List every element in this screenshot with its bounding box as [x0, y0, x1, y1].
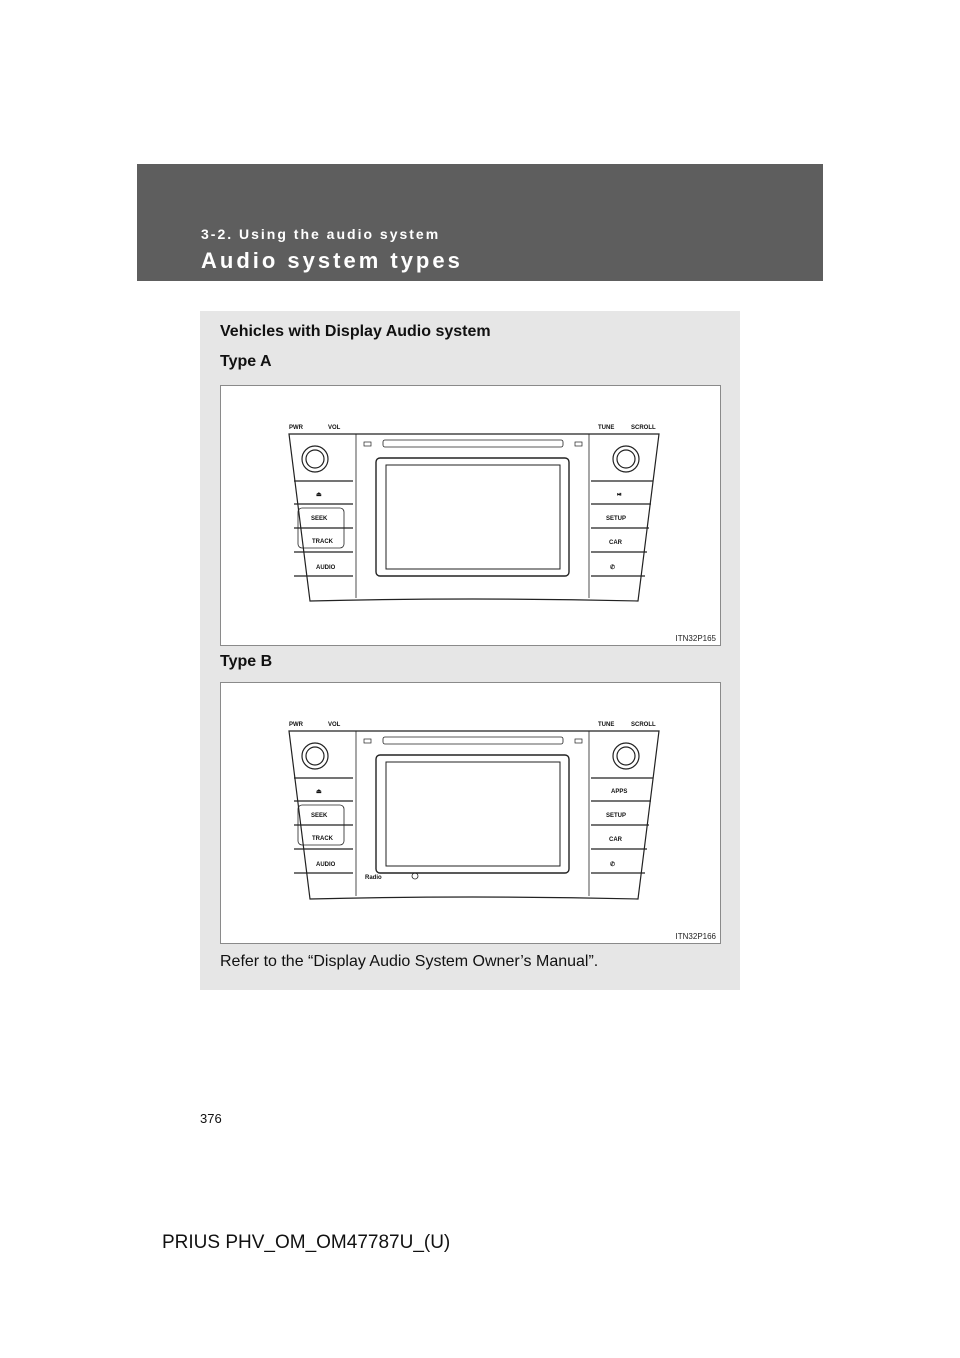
- eject-icon: ⏏: [316, 492, 322, 498]
- tune-label: TUNE: [598, 722, 615, 728]
- track-label: TRACK: [312, 539, 333, 545]
- track-label: TRACK: [312, 836, 333, 842]
- vol-label: VOL: [328, 425, 341, 431]
- apps-label: APPS: [611, 789, 628, 795]
- type-a-figure: [220, 385, 721, 646]
- eject-icon: ⏏: [316, 789, 322, 795]
- pwr-label: PWR: [289, 722, 303, 728]
- type-b-label: Type B: [220, 653, 273, 670]
- phone-icon: ✆: [610, 565, 616, 571]
- scroll-label: SCROLL: [631, 722, 656, 728]
- seek-label: SEEK: [311, 813, 328, 819]
- audio-label: AUDIO: [316, 565, 336, 571]
- setup-label: SETUP: [606, 813, 627, 819]
- content-box: [200, 311, 740, 990]
- scroll-label: SCROLL: [631, 425, 656, 431]
- phone-icon: ✆: [610, 862, 616, 868]
- car-label: CAR: [609, 837, 622, 843]
- tune-label: TUNE: [598, 425, 615, 431]
- type-a-figure-code: ITN32P165: [675, 634, 716, 643]
- type-b-figure: [220, 682, 721, 944]
- play-pause-icon: ⏯: [617, 492, 622, 498]
- audio-label: AUDIO: [316, 862, 336, 868]
- footer-code: PRIUS PHV_OM_OM47787U_(U): [162, 1232, 451, 1253]
- type-b-figure-code: ITN32P166: [675, 932, 716, 941]
- reference-note: Refer to the “Display Audio System Owner’s Manual”.: [220, 953, 599, 970]
- setup-label: SETUP: [606, 516, 627, 522]
- page-number: 376: [200, 1111, 222, 1126]
- hd-radio-logo: Radio: [365, 875, 382, 881]
- page-title: Audio system types: [201, 248, 463, 273]
- section-header: [137, 164, 823, 281]
- car-label: CAR: [609, 540, 622, 546]
- type-b-head-unit-illustration: [221, 683, 722, 945]
- vol-label: VOL: [328, 722, 341, 728]
- section-label: 3-2. Using the audio system: [201, 226, 441, 242]
- content-heading: Vehicles with Display Audio system: [220, 323, 491, 340]
- pwr-label: PWR: [289, 425, 303, 431]
- seek-label: SEEK: [311, 516, 328, 522]
- type-a-head-unit-illustration: [221, 386, 722, 647]
- type-a-label: Type A: [220, 353, 272, 370]
